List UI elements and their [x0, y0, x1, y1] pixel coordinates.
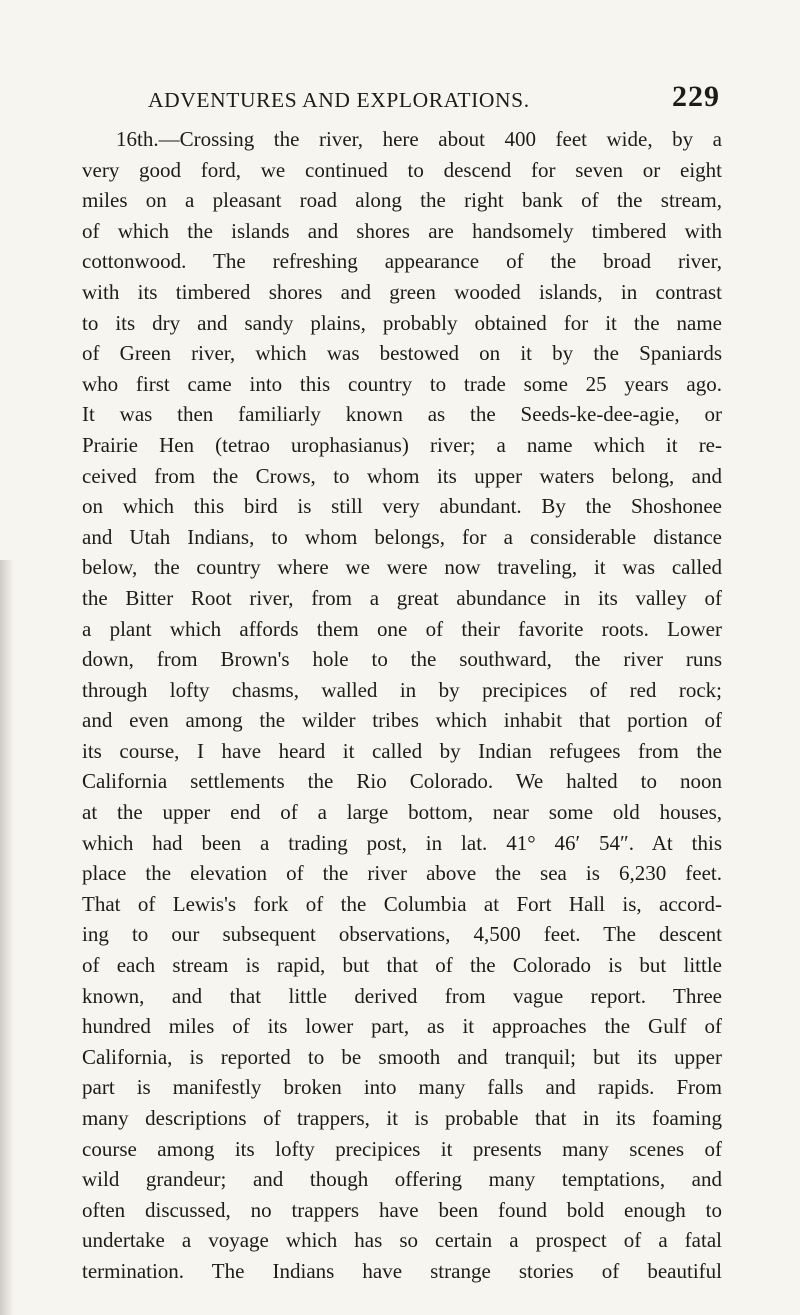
text-line: termination. The Indians have strange stories of beautiful — [82, 1258, 722, 1283]
text-line: of Green river, which was bestowed on it by the Spaniards — [82, 341, 722, 366]
text-line: and Utah Indians, to whom belongs, for a considerable distance — [82, 524, 722, 549]
text-line: It was then familiarly known as the Seeds-ke-dee-agie, or — [82, 402, 722, 427]
text-line: very good ford, we continued to descend for seven or eight — [82, 157, 722, 182]
text-line: who first came into this country to trade some 25 years ago. — [82, 371, 722, 396]
text-line: which had been a trading post, in lat. 41° 46′ 54″. At this — [82, 830, 722, 855]
text-line: California settlements the Rio Colorado. We halted to noon — [82, 769, 722, 794]
text-line: miles on a pleasant road along the right bank of the stream, — [82, 188, 722, 213]
binding-shadow — [0, 560, 14, 1315]
text-line: ceived from the Crows, to whom its upper waters belong, and — [82, 463, 722, 488]
text-line: on which this bird is still very abundant. By the Shoshonee — [82, 494, 722, 519]
page-number: 229 — [672, 80, 720, 113]
text-line: through lofty chasms, walled in by precipices of red rock; — [82, 677, 722, 702]
text-line: ing to our subsequent observations, 4,500 feet. The descent — [82, 922, 722, 947]
text-line: wild grandeur; and though offering many temptations, and — [82, 1167, 722, 1192]
text-line: the Bitter Root river, from a great abundance in its valley of — [82, 585, 722, 610]
text-line: to its dry and sandy plains, probably obtained for it the name — [82, 310, 722, 335]
text-line: place the elevation of the river above the sea is 6,230 feet. — [82, 861, 722, 886]
text-line: a plant which affords them one of their favorite roots. Lower — [82, 616, 722, 641]
text-line: and even among the wilder tribes which inhabit that portion of — [82, 708, 722, 733]
text-line: below, the country where we were now traveling, it was called — [82, 555, 722, 580]
text-line: part is manifestly broken into many falls and rapids. From — [82, 1075, 722, 1100]
text-line: with its timbered shores and green wooded islands, in contrast — [82, 279, 722, 304]
running-title: ADVENTURES AND EXPLORATIONS. — [148, 88, 530, 112]
text-line: at the upper end of a large bottom, near some old houses, — [82, 800, 722, 825]
text-line: cottonwood. The refreshing appearance of the broad river, — [82, 249, 722, 274]
text-line: of each stream is rapid, but that of the Colorado is but little — [82, 953, 722, 978]
text-line: of which the islands and shores are handsomely timbered with — [82, 218, 722, 243]
body-paragraph — [82, 124, 722, 1287]
text-line: hundred miles of its lower part, as it approaches the Gulf of — [82, 1014, 722, 1039]
text-line: course among its lofty precipices it presents many scenes of — [82, 1136, 722, 1161]
text-line: known, and that little derived from vague report. Three — [82, 983, 722, 1008]
page-header — [148, 78, 720, 118]
text-line: California, is reported to be smooth and tranquil; but its upper — [82, 1044, 722, 1069]
text-line: its course, I have heard it called by Indian refugees from the — [82, 738, 722, 763]
text-line: many descriptions of trappers, it is probable that in its foaming — [82, 1106, 722, 1130]
text-line: 16th.—Crossing the river, here about 400 feet wide, by a — [116, 127, 722, 151]
text-line: down, from Brown's hole to the southward, the river runs — [82, 647, 722, 672]
text-line: often discussed, no trappers have been found bold enough to — [82, 1197, 722, 1222]
text-line: That of Lewis's fork of the Columbia at Fort Hall is, accord- — [82, 891, 722, 916]
text-line: undertake a voyage which has so certain a prospect of a fatal — [82, 1228, 722, 1253]
text-line: Prairie Hen (tetrao urophasianus) river; a name which it re- — [82, 432, 722, 457]
